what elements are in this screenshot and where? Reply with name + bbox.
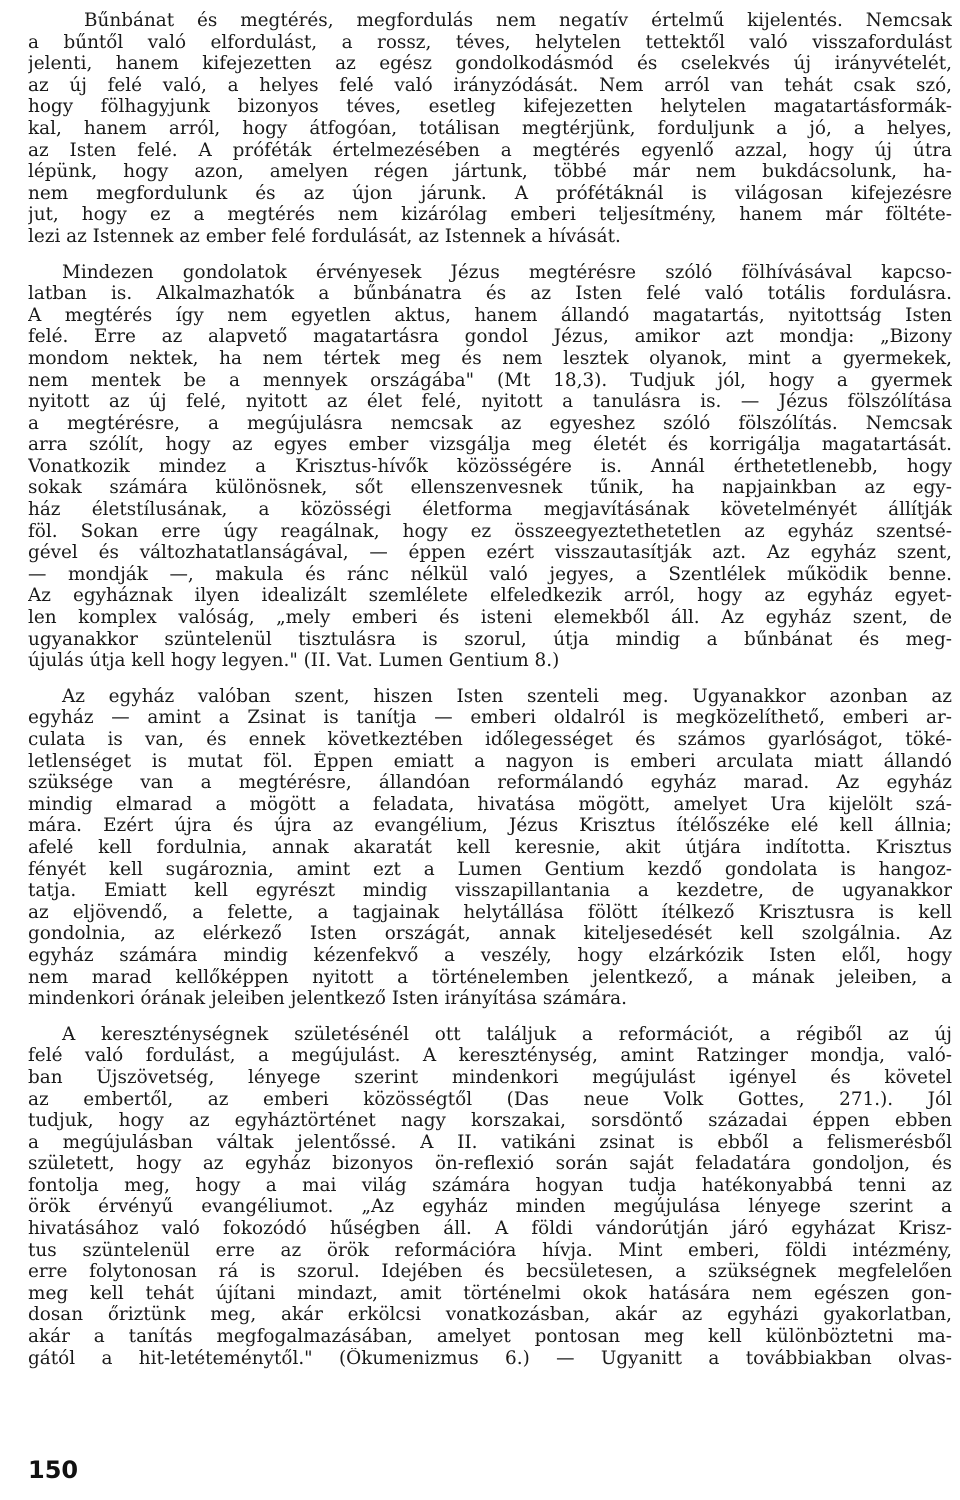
page-number: 150	[28, 1456, 79, 1484]
text-line: az Isten felé. A próféták értelmezésében a megtérés egyenlő azzal, hogy új útra	[28, 139, 952, 161]
paragraph-3	[28, 686, 952, 1010]
text-line: a bűntől való elfordulást, a rossz, téves, helytelen tettektől való visszafordulást	[28, 31, 952, 53]
text-line: jut, hogy ez a megtérés nem kizárólag emberi teljesítmény, hanem már föltéte-	[28, 204, 952, 226]
text-line: mindenkori órának jeleiben jelentkező Isten irányítása számára.	[28, 988, 627, 1010]
text-line: lépünk, hogy azon, amelyen régen jártunk, többé már nem bukdácsolunk, ha-	[28, 161, 952, 183]
text-line: örök érvényű evangéliumot. „Az egyház minden megújulása lényege szerint a	[28, 1196, 952, 1218]
text-line: tudjuk, hogy az egyháztörténet nagy korszakai, sorsdöntő századai éppen ebben	[28, 1110, 952, 1132]
text-line: A megtérés így nem egyetlen aktus, hanem állandó magatartás, nyitottság Isten	[28, 304, 952, 326]
text-line: nem mentek be a mennyek országába" (Mt 18,3). Tudjuk jól, hogy a gyermek	[28, 369, 952, 391]
text-line: kal, hanem arról, hogy átfogóan, totálisan megtérjünk, forduljunk a jó, a helyes,	[28, 117, 952, 139]
text-line: len komplex valóság, „mely emberi és isteni elemekből áll. Az egyház szent, de	[28, 607, 952, 629]
text-line: hogy fölhagyjunk bizonyos téves, esetleg kifejezetten helytelen magatartásformák-	[28, 96, 952, 118]
text-line: fényét kell sugároznia, amint ezt a Lumen Gentium kezdő gondolata is hangoz-	[28, 858, 952, 880]
text-line: a megtérésre, a megújulásra nemcsak az egyeshez szóló fölszólítás. Nemcsak	[28, 412, 952, 434]
text-line: mindig elmarad a mögött a feladata, hivatása mögött, amelyet Ura kijelölt szá-	[28, 793, 952, 815]
text-line: föl. Sokan erre úgy reagálnak, hogy ez összeegyeztethetetlen az egyház szentsé-	[28, 520, 952, 542]
text-line: született, hogy az egyház bizonyos ön-reflexió során saját feladatára gondoljon, és	[28, 1153, 952, 1175]
text-line: egyház számára mindig kézenfekvő a veszély, hogy elzárkózik Isten elől, hogy	[28, 944, 952, 966]
text-line: az embertől, az emberi közösségtől (Das neue Volk Gottes, 271.). Jól	[28, 1088, 952, 1110]
text-line: gével és változhatatlanságával, — éppen ezért visszautasítják azt. Az egyház szent,	[28, 542, 952, 564]
text-line: arra szólít, hogy az egyes ember vizsgálja meg életét és korrigálja magatartását.	[28, 434, 952, 456]
text-line: Mindezen gondolatok érvényesek Jézus megtérésre szóló fölhívásával kapcso-	[62, 261, 952, 283]
text-line: ugyanakkor szüntelenül tisztulásra is szorul, útja mindig a bűnbánat és meg-	[28, 628, 952, 650]
text-line: nyitott az új felé, nyitott az élet felé, nyitott a tanulásra is. — Jézus fölszólítása	[28, 391, 952, 413]
text-line: A kereszténységnek születésénél ott találjuk a reformációt, a régiből az új	[62, 1023, 952, 1045]
text-line: felé. Erre az alapvető magatartásra gondol Jézus, amikor azt mondja: „Bizony	[28, 326, 952, 348]
text-line: letlenséget is mutat föl. Éppen emiatt a nagyon is emberi arculata miatt állandó	[28, 750, 952, 772]
paragraph-1	[28, 10, 952, 248]
text-line: egyház — amint a Zsinat is tanítja — emberi oldalról is megközelíthető, emberi ar-	[28, 707, 952, 729]
text-line: erre folytonosan rá is szorul. Idejében és becsületesen, a szükségnek megfelelően	[28, 1261, 952, 1283]
text-line: sokak számára különösnek, sőt ellenszenvesnek tűnik, ha napjainkban az egy-	[28, 477, 952, 499]
text-line: Az egyház valóban szent, hiszen Isten szenteli meg. Ugyanakkor azonban az	[62, 685, 952, 707]
text-line: gondolnia, az elérkező Isten országát, annak kiteljesedését kell szolgálnia. Az	[28, 923, 952, 945]
text-line: nem marad kellőképpen nyitott a történelemben jelentkező, a mának jeleiben, a	[28, 966, 952, 988]
text-line: culata is van, és ennek következtében időlegességet és számos gyarlóságot, töké-	[28, 729, 952, 750]
paragraph-4	[28, 1024, 952, 1370]
text-line: ház életstílusának, a közösségi életforma megjavításának követelményét állítják	[28, 499, 952, 521]
text-line: a megújulásban váltak jelentőssé. A II. vatikáni zsinat is ebből a felismerésből	[28, 1131, 952, 1153]
text-line: az új felé való, a helyes felé való irányzódását. Nem arról van tehát csak szó,	[28, 74, 952, 96]
text-line: tatja. Emiatt kell egyrészt mindig visszapillantania a kezdetre, de ugyanakkor	[28, 880, 952, 902]
text-line: jelenti, hanem kifejezetten az egész gondolkodásmód és cselekvés új irányvételét,	[28, 53, 952, 75]
text-line: afelé kell fordulnia, annak akaratát kell keresnie, akit útjára indította. Krisztus	[28, 836, 952, 858]
text-line: meg kell tehát újítani mindazt, amit történelmi okok hatására nem egészen gon-	[28, 1282, 952, 1304]
paragraph-2	[28, 262, 952, 672]
text-line: újulás útja kell hogy legyen." (II. Vat. Lumen Gentium 8.)	[28, 650, 560, 672]
text-line: Bűnbánat és megtérés, megfordulás nem negatív értelmű kijelentés. Nemcsak	[84, 10, 952, 31]
text-line: gától a hit-letéteménytől." (Ökumenizmus 6.) — Ugyanitt a továbbiakban olvas-	[28, 1347, 952, 1369]
body-text	[28, 10, 952, 1369]
text-line: mondom nektek, ha nem tértek meg és nem lesztek olyanok, mint a gyermekek,	[28, 347, 952, 369]
text-line: felé való fordulást, a megújulást. A kereszténység, amint Ratzinger mondja, való-	[28, 1045, 952, 1067]
text-line: szüksége van a megtérésre, állandóan reformálandó egyház marad. Az egyház	[28, 772, 952, 794]
text-line: hivatásához való fokozódó hűségben áll. A földi vándorútján járó egyházat Krisz-	[28, 1218, 952, 1240]
text-line: az eljövendő, a felette, a tagjainak helytállása fölött ítélkező Krisztusra is kell	[28, 901, 952, 923]
text-line: mára. Ezért újra és újra az evangélium, Jézus Krisztus ítélőszéke elé kell állnia;	[28, 815, 952, 837]
text-line: ban Újszövetség, lényege szerint mindenkori megújulást igényel és követel	[28, 1066, 952, 1088]
text-line: lezi az Istennek az ember felé fordulását, az Istennek a hívását.	[28, 225, 621, 247]
text-line: akár a tanítás megfogalmazásában, amelyet pontosan meg kell különböztetni ma-	[28, 1326, 952, 1348]
text-line: Az egyháznak ilyen idealizált szemlélete elfeledkezik arról, hogy az egyház egyet-	[28, 585, 952, 607]
text-line: — mondják —, makula és ránc nélkül való jegyes, a Szentlélek működik benne.	[28, 563, 952, 585]
text-line: nem megfordulunk és az újon járunk. A prófétáknál is világosan kifejezésre	[28, 182, 952, 204]
text-line: Vonatkozik mindez a Krisztus-hívők közösségére is. Annál érthetetlenebb, hogy	[28, 455, 952, 477]
text-line: dosan őriztünk meg, akár erkölcsi vonatkozásban, akár az egyházi gyakorlatban,	[28, 1304, 952, 1326]
text-line: fontolja meg, hogy a mai világ számára hogyan tudja hatékonyabbá tenni az	[28, 1174, 952, 1196]
text-line: tus szüntelenül erre az örök reformációra hívja. Mint emberi, földi intézmény,	[28, 1239, 952, 1261]
text-line: latban is. Alkalmazhatók a bűnbánatra és az Isten felé való totális fordulásra.	[28, 283, 952, 305]
